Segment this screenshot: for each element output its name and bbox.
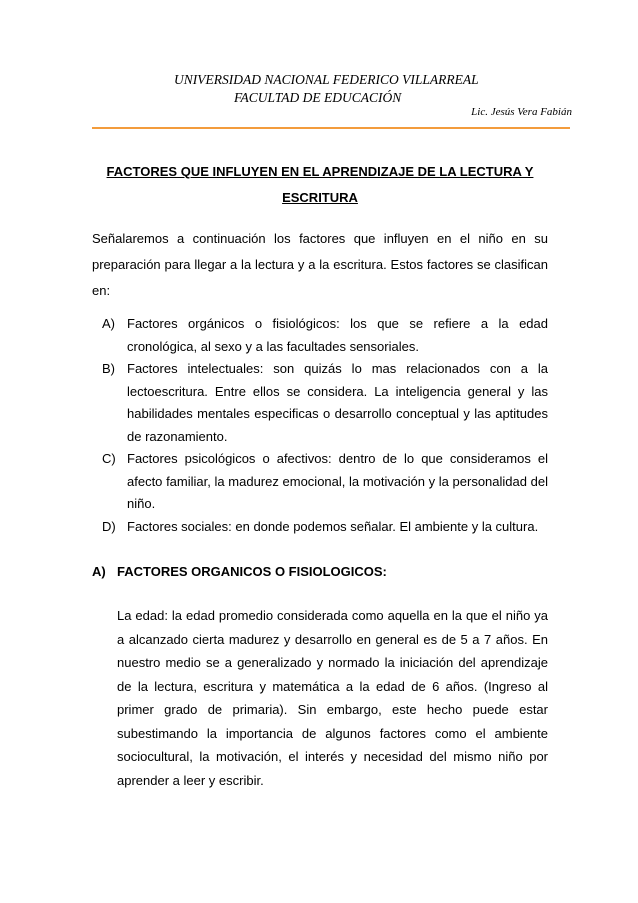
list-item (102, 313, 548, 358)
header-divider (92, 127, 570, 129)
list-item-text: Factores psicológicos o afectivos: dentro de lo que consideramos el afecto familiar, la madurez emocional, la motivación y la personalidad del niño. (127, 451, 548, 511)
header-university: UNIVERSIDAD NACIONAL FEDERICO VILLARREAL (174, 72, 479, 87)
section-heading-text: FACTORES ORGANICOS O FISIOLOGICOS: (117, 564, 387, 579)
list-item (102, 516, 548, 539)
header-author: Lic. Jesús Vera Fabián (471, 106, 572, 118)
list-item (102, 448, 548, 516)
section-body-paragraph: La edad: la edad promedio considerada como aquella en la que el niño ya a alcanzado cierta madurez y desarrollo en general es de 5 a 7 años. En nuestro medio se a generalizado y normado la iniciación del aprendizaje de la lectura, escritura y matemática a la edad de 6 años. (Ingreso al primer grado de primaria). Sin embargo, este hecho puede estar subestimando la importancia de algunos factores como el ambiente sociocultural, la motivación, el interés y necesidad del mismo niño por aprender a leer y escribir. (117, 608, 548, 788)
list-marker: A) (102, 316, 115, 331)
section-marker: A) (92, 564, 106, 579)
document-title-line2: ESCRITURA (282, 190, 358, 205)
list-item-text: Factores intelectuales: son quizás lo mas relacionados con a la lectoescritura. Entre ellos se considera. La inteligencia general y las habilidades mentales especificas o desarrollo conceptual y las aptitudes de razonamiento. (127, 361, 548, 444)
list-item (102, 358, 548, 448)
list-item-text: Factores orgánicos o fisiológicos: los que se refiere a la edad cronológica, al sexo y a las facultades sensoriales. (127, 316, 548, 354)
list-item-text: Factores sociales: en donde podemos señalar. El ambiente y la cultura. (127, 518, 539, 534)
factors-list (102, 313, 548, 538)
intro-paragraph: Señalaremos a continuación los factores que influyen en el niño en su preparación para llegar a la lectura y a la escritura. Estos factores se clasifican en: (92, 231, 548, 298)
section-heading (92, 564, 387, 579)
list-marker: C) (102, 451, 116, 466)
header-faculty: FACULTAD DE EDUCACIÓN (234, 90, 402, 105)
document-title-line1: FACTORES QUE INFLUYEN EN EL APRENDIZAJE DE LA LECTURA Y (106, 164, 534, 179)
list-marker: D) (102, 518, 116, 534)
list-marker: B) (102, 361, 115, 376)
